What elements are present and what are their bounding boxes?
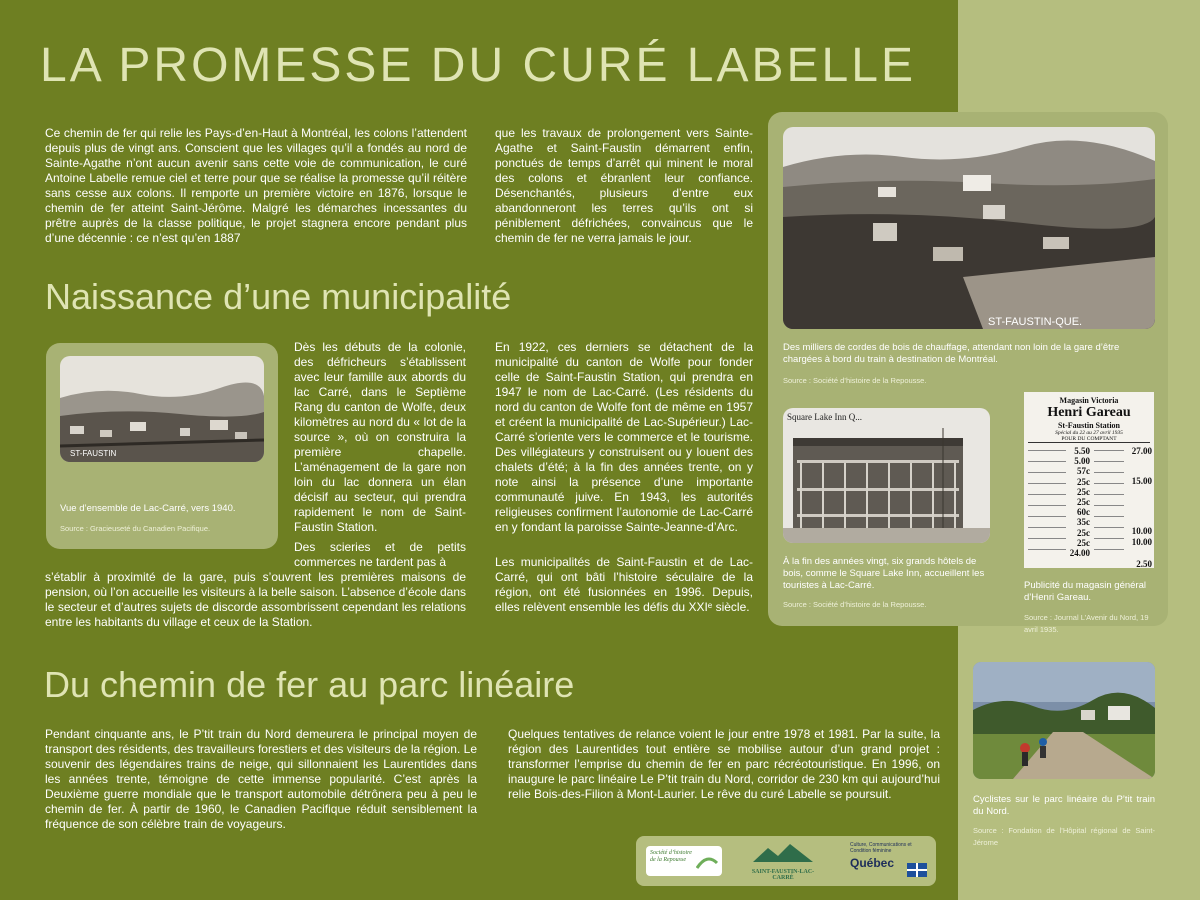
square-lake-inn-source: Source : Société d’histoire de la Repousse. [783,600,927,609]
st-faustin-inscription: ST-FAUSTIN-QUE. [988,316,1083,328]
municipality-logo [748,842,818,880]
advert-line-3: St-Faustin Station [1057,421,1120,430]
lac-carre-caption: Vue d’ensemble de Lac-Carré, vers 1940. [60,503,236,514]
intro-column-2: que les travaux de prolongement vers Sainte-Agathe et Saint-Faustin démarrent enfin, ponctués de temps d’arrêt qui minent le moral des colons et ébranlent leur confiance. Désenchantés, plusieurs d’entre eux abandonneront les terres qu’ils ont si péniblement défrichées, convaincus que le chemin de fer ne verra jamais le jour. [495,126,753,245]
advert-prices-left: 5.50 5.00 57c 25c 25c 25c 60c 35c 25c 25c 24.00 [1069,446,1090,559]
society-logo [646,846,722,876]
advert-line-5: POUR DU COMPTANT [1028,436,1150,443]
lac-carre-inscription: ST-FAUSTIN [70,449,117,458]
intro-column-1: Ce chemin de fer qui relie les Pays-d’en-Haut à Montréal, les colons l’attendent depuis plus de vingt ans. Conscient que les villages qu’il a fondés au nord de Sainte-Agathe n’ont aucun avenir sans cette voie de communication, le curé Antoine Labelle remue ciel et terre pour que se réalise la promesse qu’il réitère sans cesse aux colons. Il remporte un première victoire en 1876, lorsque le chemin de fer atteint Saint-Jérôme. Malgré les démarches incessantes du prêtre auprès de la classe politique, le projet stagnera encore pendant plus d’une décennie : ce n’est qu’en 1887 [45,126,467,245]
municipality-logo-text: SAINT-FAUSTIN-LAC-CARRÉ [751,869,815,881]
advert-lines-right [1094,446,1124,556]
st-faustin-caption: Des milliers de cordes de bois de chauffage, attendant non loin de la gare d’être chargées à bord du train à destination de Montréal. [783,342,1120,365]
advert-lines-left [1028,446,1066,556]
lac-carre-source: Source : Gracieuseté du Canadien Pacifique. [60,524,211,533]
lac-carre-photo [60,356,264,462]
municipality-column-2b: Les municipalités de Saint-Faustin et de Lac-Carré, qui ont bâti l’histoire séculaire de la région, ont été fusionnées en 1996. Depuis, elles relèvent ensemble les défis du XXIᵉ siècle. [495,555,753,614]
cyclists-photo [973,662,1155,779]
section-heading-railway: Du chemin de fer au parc linéaire [44,664,575,705]
cyclists-source: Source : Fondation de l’Hôpital régional de Saint-Jérome [973,826,1155,847]
advert-source: Source : Journal L’Avenir du Nord, 19 avril 1935. [1024,613,1149,634]
section-heading-municipality: Naissance d’une municipalité [45,276,512,317]
advert-line-2: Henri Gareau [1047,405,1131,420]
municipality-column-1c: s’établir à proximité de la gare, puis s’ouvrent les premières maisons de pension, où l’on accueille les visiteurs à la belle saison. L’absence d’école dans le secteur et d’autres sujets de discorde assombrissent cependant les relations entre les habitants du village et ceux de la Station. [45,570,466,629]
quebec-wordmark: Québec [850,856,895,870]
municipality-column-1a: Dès les débuts de la colonie, des défricheurs s’établissent avec leur famille aux abords du lac Carré, dans le Septième Rang du canton de Wolfe, deux kilomètres au nord du « lot de la source », où on construira la première chapelle. L’aménagement de la gare non loin du lac donnera un élan décisif au secteur, qui prendra rapidement le nom de Saint-Faustin Station. [294,340,466,534]
page-title: LA PROMESSE DU CURÉ LABELLE [40,39,916,92]
henri-gareau-advert [1024,392,1154,568]
cyclists-caption: Cyclistes sur le parc linéaire du P’tit train du Nord. [973,794,1155,817]
ministry-text: Culture, Communications et Condition féminine [850,842,912,854]
square-lake-inn-inscription: Square Lake Inn Q... [787,412,862,422]
railway-column-2: Quelques tentatives de relance voient le jour entre 1978 et 1981. Par la suite, la région des Laurentides tout entière se mobilise autour d’un grand projet : transformer l’emprise du chemin de fer en parc récréotouristique. En 1996, on inaugure le parc linéaire Le P’tit train du Nord, corridor de 230 km qui aujourd’hui relie Bois-des-Filion à Mont-Laurier. Le rêve du curé Labelle se poursuit. [508,727,940,801]
st-faustin-source: Source : Société d’histoire de la Repousse. [783,376,927,385]
logo-bar [636,836,936,886]
quebec-logo [850,842,930,880]
advert-line-1: Magasin Victoria [1059,396,1119,405]
square-lake-inn-photo [783,408,990,543]
municipality-column-2a: En 1922, ces derniers se détachent de la municipalité du canton de Wolfe pour fonder celle de Saint-Faustin Station, qui prendra en 1947 le nom de Lac-Carré. (Les résidents du nord du canton de Wolfe font de même en 1957 et créent la municipalité de Lac-Supérieur.) Lac-Carré s’oriente vers le commerce et le tourisme. Des villégiateurs y construisent ou y louent des chalets d’été; à la fin des années trente, on y note ainsi la présence d’une importante communauté juive. En 1943, les autorités religieuses confirment l’autonomie de Lac-Carré en y fondant la paroisse Sainte-Jeanne-d’Arc. [495,340,753,534]
advert-line-4: Spécial du 22 au 27 avril 1935 [1055,430,1123,436]
advert-prices-right: 27.00 15.00 10.00 10.00 2.50 [1131,446,1152,568]
railway-column-1: Pendant cinquante ans, le P’tit train du Nord demeurera le principal moyen de transport des résidents, des travailleurs forestiers et des visiteurs de la région. Le souvenir des légendaires trains de neige, qui sillonnaient les Laurentides dans les années trente, témoigne de cette immense popularité. C’est après la Deuxième guerre mondiale que le transport automobile détrônera peu à peu le chemin de fer. À partir de 1960, le Canadien Pacifique réduit sensiblement la fréquence de son célèbre train de voyageurs. [45,727,477,831]
square-lake-inn-caption: À la fin des années vingt, six grands hôtels de bois, comme le Square Lake Inn, accueillent les touristes à Lac-Carré. [783,556,985,591]
st-faustin-photo [783,127,1155,329]
advert-caption: Publicité du magasin général d’Henri Gareau. [1024,580,1146,603]
municipality-column-1b: Des scieries et de petits commerces ne tardent pas à [294,540,466,569]
society-logo-text: Société d’histoire de la Repousse [650,850,692,863]
lac-carre-photo-panel [46,343,278,549]
